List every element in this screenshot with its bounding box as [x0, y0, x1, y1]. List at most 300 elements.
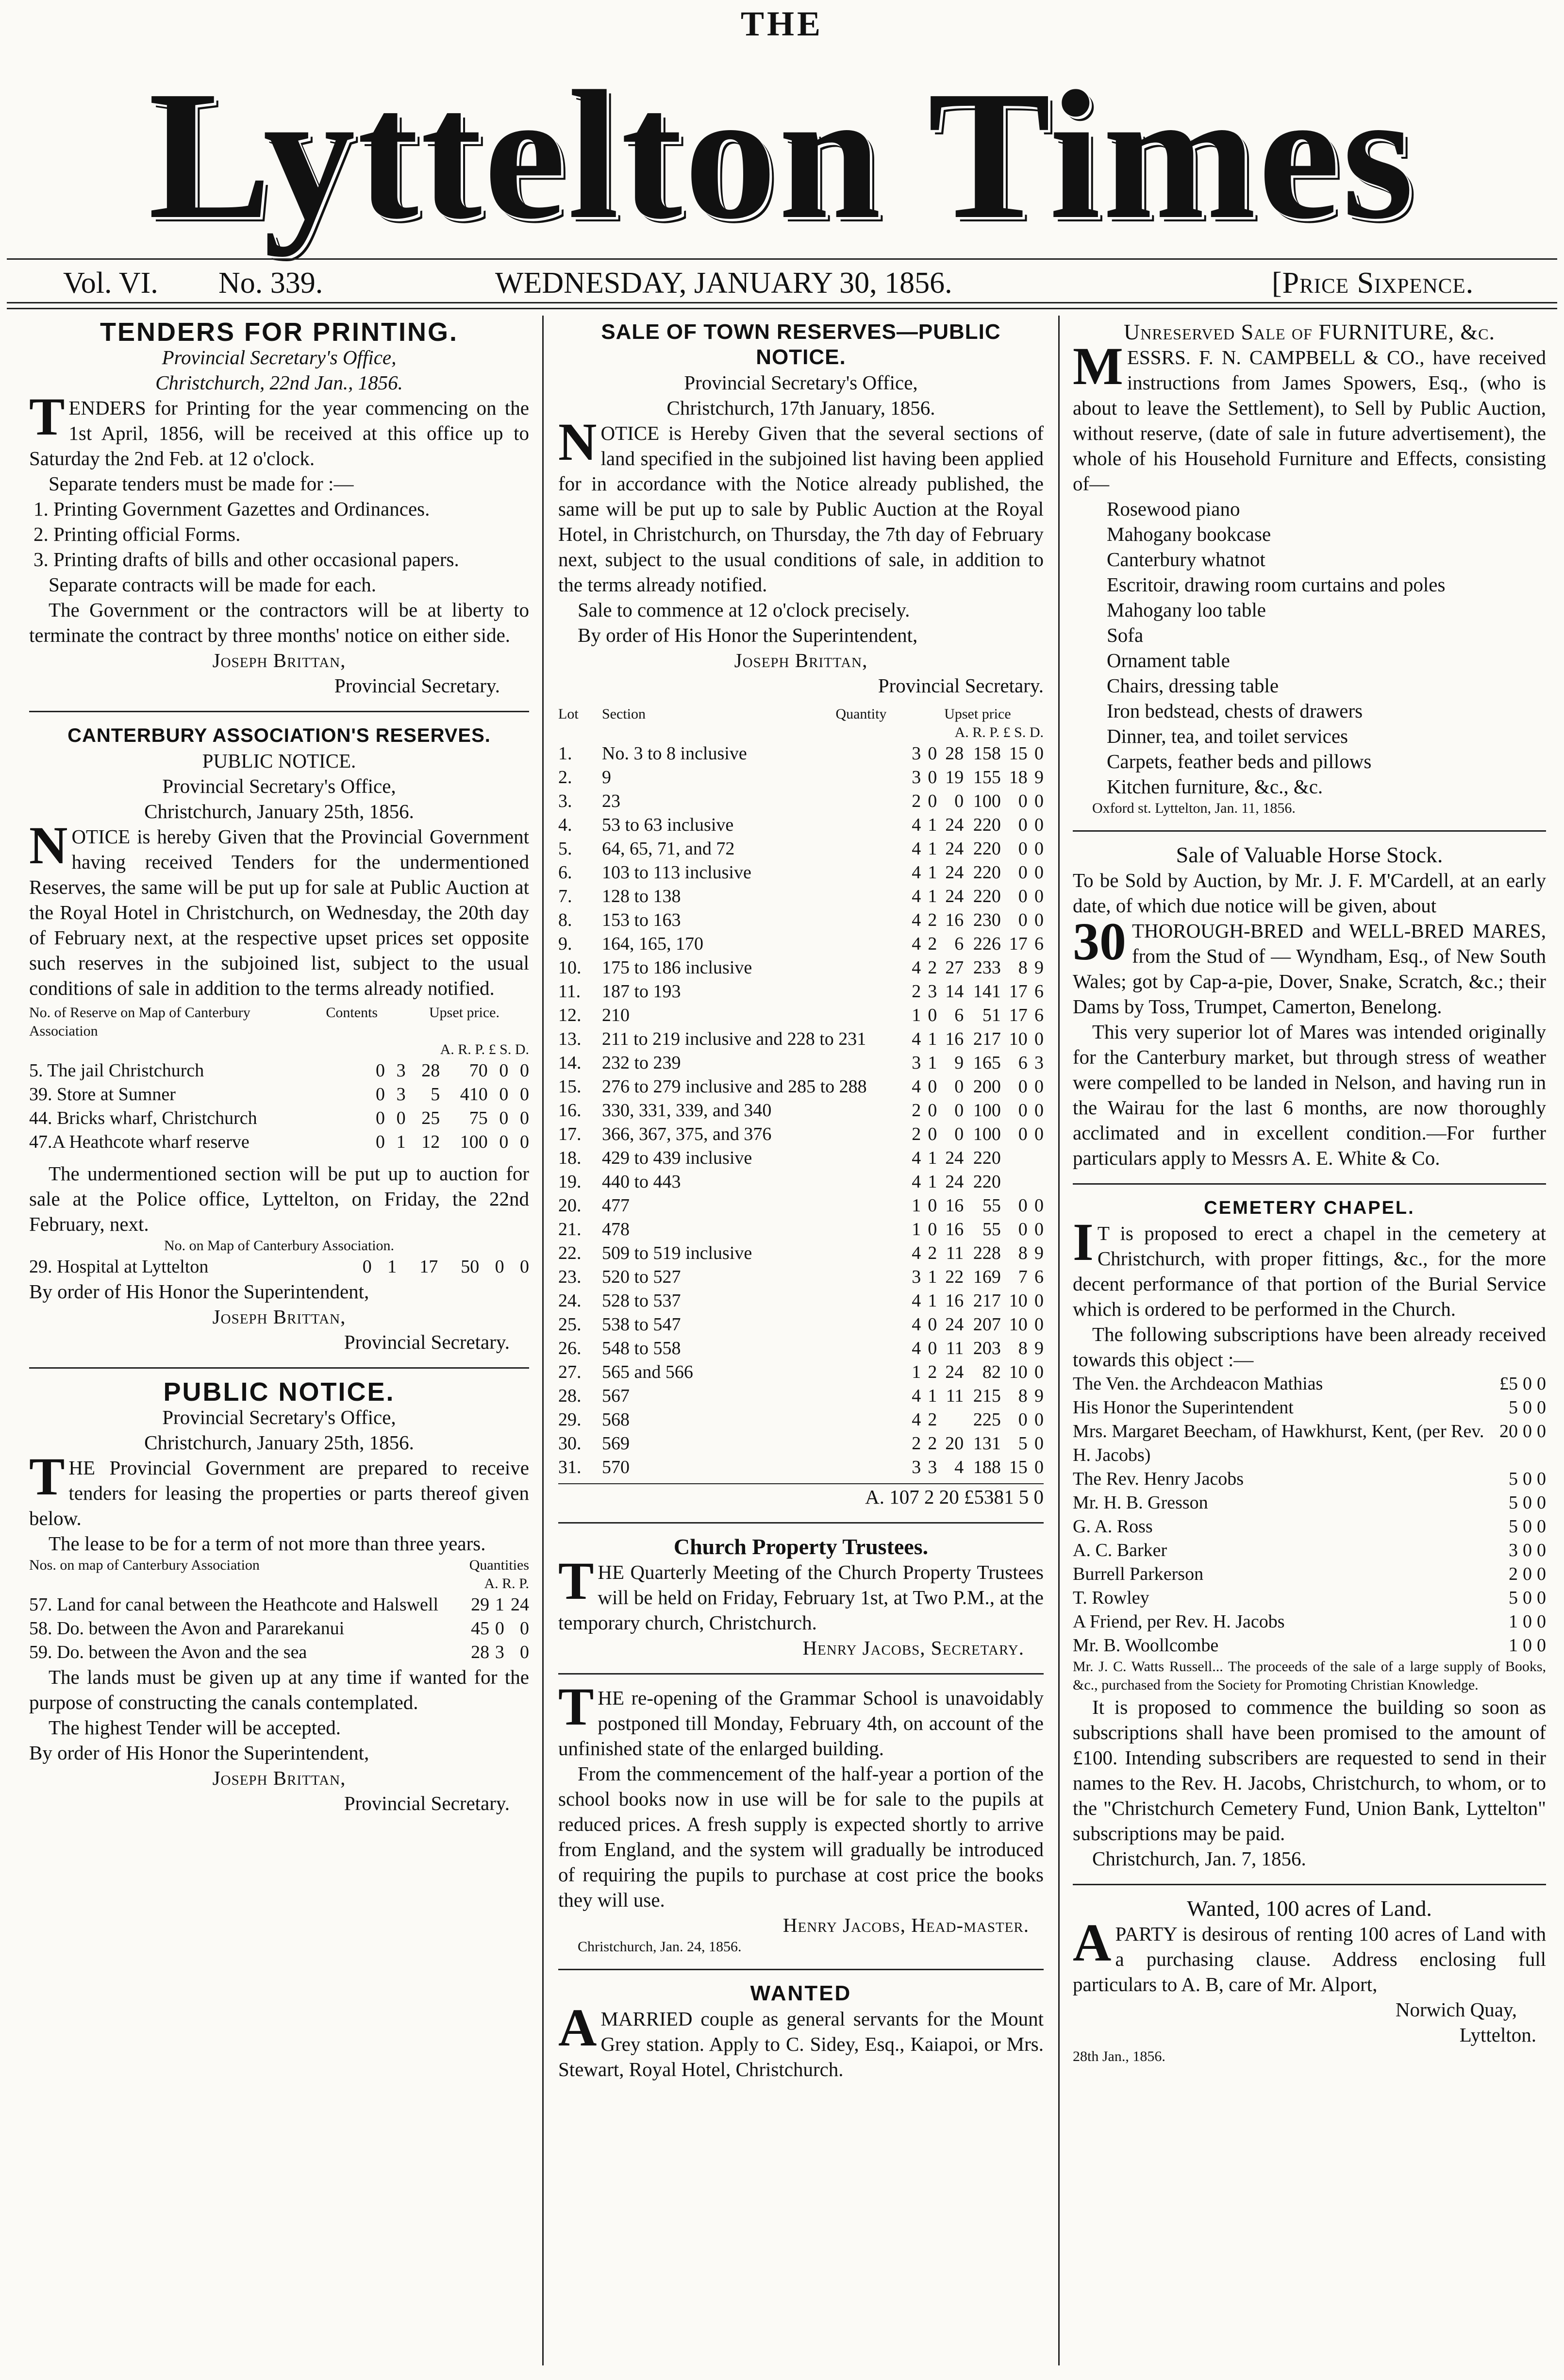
lot-value: 2 — [928, 1362, 937, 1382]
lot-value: 24 — [945, 862, 964, 883]
lot-value: 2 — [912, 1433, 921, 1454]
lot-value: 17 — [1009, 981, 1028, 1002]
table-row — [1073, 1491, 1546, 1515]
masthead-the: THE — [740, 4, 824, 43]
lot-value: 6 — [1034, 1005, 1044, 1025]
subscriber-name: A Friend, per Rev. H. Jacobs — [1073, 1611, 1285, 1632]
church-notice — [558, 1534, 1044, 1660]
reserves-col-header: No. of Reserve on Map of Canterbury Association — [29, 1005, 250, 1039]
lot-value: 0 — [928, 1124, 937, 1144]
lot-value: 28 — [945, 743, 964, 764]
lot-value: 7 — [1018, 1267, 1028, 1287]
subscriber-name: Burrell Parkerson — [1073, 1564, 1204, 1584]
subscription-amount: 5 — [1509, 1516, 1518, 1537]
lot-value: 0 — [1034, 815, 1044, 835]
lot-value: 1 — [912, 1005, 921, 1025]
lot-value: 4 — [912, 1172, 921, 1192]
land-heading: Wanted, 100 acres of Land. — [1187, 1896, 1432, 1921]
tenders-notice — [29, 319, 529, 698]
lot-value: 4 — [912, 1029, 921, 1049]
reserves-rows — [29, 1059, 529, 1154]
subscriber-name: T. Rowley — [1073, 1588, 1149, 1608]
lot-number: 18. — [558, 1148, 582, 1168]
lot-value: 16 — [945, 1029, 964, 1049]
subscription-amount: 0 — [1523, 1374, 1532, 1394]
lot-section: 9 — [602, 767, 611, 788]
lot-value: 3 — [1034, 1053, 1044, 1073]
lot-value: 4 — [912, 815, 921, 835]
wanted-heading: WANTED — [750, 1981, 852, 2005]
lot-section: 211 to 219 inclusive and 228 to 231 — [602, 1029, 866, 1049]
lot-value: 0 — [1018, 910, 1028, 930]
lot-value: 217 — [973, 1291, 1001, 1311]
subscription-amount: 0 — [1523, 1492, 1532, 1513]
lot-value: 0 — [954, 1076, 964, 1097]
lot-section: 210 — [602, 1005, 630, 1025]
column-1 — [29, 319, 529, 1816]
lot-section: 477 — [602, 1195, 630, 1216]
leasing-units: A. R. P. — [484, 1575, 529, 1592]
canterbury-signature: Joseph Brittan, — [212, 1306, 346, 1328]
subscription-amount: 0 — [1523, 1588, 1532, 1608]
tenders-list — [29, 496, 529, 572]
lot-value — [1028, 1170, 1044, 1194]
lot-number: 26. — [558, 1338, 582, 1358]
lot-value: 0 — [928, 1338, 937, 1358]
lot-section: 548 to 558 — [602, 1338, 681, 1358]
table-row — [558, 1218, 1044, 1241]
lot-value: 19 — [945, 767, 964, 788]
table-row: 39. Store at Sumner 0 3 5 410 0 0 — [29, 1084, 529, 1105]
lot-value: 8 — [1018, 957, 1028, 978]
lot-value: 0 — [1018, 1409, 1028, 1430]
lot-value: 3 — [928, 981, 937, 1002]
lot-value: 207 — [973, 1314, 1001, 1335]
lot-value: 0 — [928, 1219, 937, 1240]
lot-value: 6 — [1034, 934, 1044, 954]
table-row: 57. Land for canal between the Heathcote and Halswell 29 1 24 — [29, 1594, 529, 1615]
separator — [1073, 830, 1546, 832]
table-row — [558, 1194, 1044, 1218]
lot-section: 232 to 239 — [602, 1053, 681, 1073]
lot-value: 4 — [912, 1243, 921, 1263]
lot-value: 2 — [928, 910, 937, 930]
table-row — [558, 1337, 1044, 1360]
separator — [558, 1673, 1044, 1675]
lot-section: 164, 165, 170 — [602, 934, 703, 954]
lot-number: 15. — [558, 1076, 582, 1097]
tenders-office: Provincial Secretary's Office, — [162, 346, 397, 369]
lot-value: 2 — [928, 934, 937, 954]
lot-number: 17. — [558, 1124, 582, 1144]
tenders-item: 3. Printing drafts of bills and other occasional papers. — [53, 547, 529, 572]
lot-value: 2 — [928, 1433, 937, 1454]
table-row — [558, 1051, 1044, 1075]
table-row — [1073, 1539, 1546, 1562]
grammar-notice — [558, 1677, 1044, 1956]
canterbury-subheading: PUBLIC NOTICE. — [202, 750, 356, 772]
canterbury-heading: CANTERBURY ASSOCIATION'S RESERVES. — [67, 725, 491, 746]
table-row — [558, 837, 1044, 861]
furniture-item: Canterbury whatnot — [1107, 548, 1265, 570]
sale-notice — [558, 319, 1044, 1509]
table-row — [558, 1289, 1044, 1313]
lot-value: 6 — [954, 1005, 964, 1025]
lot-value: 4 — [912, 1386, 921, 1406]
lot-value: 4 — [912, 862, 921, 883]
furniture-item: Kitchen furniture, &c., &c. — [1107, 775, 1323, 798]
furniture-item: Rosewood piano — [1107, 498, 1240, 520]
subscription-amount: 0 — [1537, 1540, 1546, 1560]
lot-value: 24 — [945, 1362, 964, 1382]
furniture-list — [1073, 496, 1546, 799]
subscription-amount: 0 — [1523, 1421, 1532, 1441]
grammar-p2: From the commencement of the half-year a portion of the school books now in use will be for sale to the pupils at reduced prices. A fresh supply is expected shortly to arrive from England, and the system will gradually be introduced of requiring the pupils to purchase at cost price the books they will use. — [558, 1762, 1044, 1911]
subscription-amount: 0 — [1537, 1516, 1546, 1537]
lot-section: 175 to 186 inclusive — [602, 957, 752, 978]
horse-heading: Sale of Valuable Horse Stock. — [1176, 842, 1443, 867]
table-row: 58. Do. between the Avon and Pararekanui 45 0 0 — [29, 1618, 529, 1639]
sale-p2: Sale to commence at 12 o'clock precisely. — [578, 599, 910, 621]
subscription-amount: 5 — [1509, 1492, 1518, 1513]
lot-value: 24 — [945, 886, 964, 906]
lot-value: 0 — [1034, 1291, 1044, 1311]
lot-number: 29. — [558, 1409, 582, 1430]
canterbury-p2: The undermentioned section will be put up to auction for sale at the Police office, Lyttelton, on Friday, the 22nd February, next. — [29, 1162, 529, 1235]
chapel-p2: The following subscriptions have been already received towards this object :— — [1073, 1323, 1546, 1371]
lot-value: 1 — [928, 1172, 937, 1192]
subscription-amount: 0 — [1537, 1421, 1546, 1441]
lot-value: 9 — [1034, 957, 1044, 978]
reserves-units: A. R. P. £ S. D. — [440, 1041, 529, 1057]
lot-number: 6. — [558, 862, 572, 883]
subscription-amount: 5 — [1509, 1397, 1518, 1418]
lot-value: 220 — [973, 862, 1001, 883]
lot-value: 6 — [1034, 981, 1044, 1002]
lot-value: 0 — [928, 767, 937, 788]
lot-value: 15 — [1009, 743, 1028, 764]
lot-number: 5. — [558, 838, 572, 859]
table-row — [558, 1170, 1044, 1194]
masthead-title: Lyttelton Times — [148, 53, 1416, 257]
price: [Price Sixpence. — [1272, 267, 1474, 300]
land-body: APARTY is desirous of renting 100 acres of Land with a purchasing clause. Address enclosing full particulars to A. B, care of Mr. Alport, — [1073, 1913, 1546, 1995]
sale-office: Provincial Secretary's Office, — [684, 371, 918, 394]
lot-value: 4 — [912, 1076, 921, 1097]
reserves-col-header: Upset price. — [429, 1005, 499, 1021]
canterbury-notice — [29, 723, 529, 1355]
lot-value — [937, 1408, 964, 1432]
lot-value: 220 — [973, 815, 1001, 835]
furniture-item: Dinner, tea, and toilet services — [1107, 725, 1348, 747]
table-row — [558, 1408, 1044, 1432]
lot-value: 24 — [945, 815, 964, 835]
lots-table — [558, 705, 1044, 742]
lot-value: 10 — [1009, 1291, 1028, 1311]
subscriber-name: The Ven. the Archdeacon Mathias — [1073, 1374, 1323, 1394]
lot-section: 568 — [602, 1409, 630, 1430]
lot-number: 30. — [558, 1433, 582, 1454]
lot-value: 11 — [946, 1386, 964, 1406]
subscription-amount: 5 — [1509, 1588, 1518, 1608]
wanted-body: AMARRIED couple as general servants for the Mount Grey station. Apply to C. Sidey, Esq., Kaiapoi, or Mrs. Stewart, Royal Hotel, Christchurch. — [558, 1998, 1044, 2080]
lot-value: 4 — [912, 1338, 921, 1358]
lot-section: 528 to 537 — [602, 1291, 681, 1311]
lot-value: 0 — [928, 1195, 937, 1216]
lot-value: 4 — [912, 886, 921, 906]
lot-value: 0 — [928, 1100, 937, 1121]
lot-value: 0 — [928, 1314, 937, 1335]
lot-number: 13. — [558, 1029, 582, 1049]
furniture-item: Ornament table — [1107, 649, 1230, 671]
lot-number: 9. — [558, 934, 572, 954]
horse-number: 30 — [1073, 912, 1126, 971]
lot-value: 3 — [912, 1053, 921, 1073]
lot-value: 2 — [928, 1243, 937, 1263]
lot-number: 31. — [558, 1457, 582, 1477]
lot-section: 520 to 527 — [602, 1267, 681, 1287]
column-divider-1 — [542, 316, 544, 2365]
lot-value: 220 — [973, 838, 1001, 859]
chapel-last-subscriber: Mr. J. C. Watts Russell... The proceeds of the sale of a large supply of Books, &c., purchased from the Society for Promoting Christian Knowledge. — [1073, 1659, 1546, 1693]
lot-value — [1001, 1170, 1028, 1194]
lot-value: 8 — [1018, 1338, 1028, 1358]
table-row: 59. Do. between the Avon and the sea 28 3 0 — [29, 1642, 529, 1662]
lot-value: 225 — [973, 1409, 1001, 1430]
lot-number: 23. — [558, 1267, 582, 1287]
lots-rows — [558, 742, 1044, 1479]
separator — [558, 1522, 1044, 1524]
sale-body: NOTICE is Hereby Given that the several sections of land specified in the subjoined list having been applied for in accordance with the Notice already published, the same will be put up to sale by Public Auction at the Royal Hotel, in Christchurch, on Thursday, the 7th day of February next, subject to the usual conditions of sale, in addition to the terms already notified. — [558, 412, 1044, 596]
lot-value: 4 — [954, 1457, 964, 1477]
table-row: 5. The jail Christchurch 0 3 28 70 0 0 — [29, 1060, 529, 1081]
subscription-amount: £5 — [1499, 1374, 1518, 1394]
table-row — [1073, 1562, 1546, 1586]
furniture-body: MESSRS. F. N. CAMPBELL & CO., have received instructions from James Spowers, Esq., (who is about to leave the Settlement), to Sell by Public Auction, without reserve, (date of sale in future advertisement), the whole of his Household Furniture and Effects, consisting of— — [1073, 336, 1546, 495]
chapel-notice — [1073, 1195, 1546, 1871]
lot-value: 188 — [973, 1457, 1001, 1477]
lot-value: 55 — [982, 1219, 1001, 1240]
lot-number: 16. — [558, 1100, 582, 1121]
lot-value: 55 — [982, 1195, 1001, 1216]
table-row — [558, 1456, 1044, 1479]
subscription-amount: 0 — [1537, 1469, 1546, 1489]
lot-value: 0 — [954, 1124, 964, 1144]
lot-value: 24 — [945, 1314, 964, 1335]
table-row — [558, 1265, 1044, 1289]
lot-value: 230 — [973, 910, 1001, 930]
subscription-amount: 0 — [1537, 1588, 1546, 1608]
horse-body-wrap — [1073, 912, 1546, 1019]
lot-number: 12. — [558, 1005, 582, 1025]
subscription-amount: 3 — [1509, 1540, 1518, 1560]
lot-section: 429 to 439 inclusive — [602, 1148, 752, 1168]
table-row — [558, 861, 1044, 885]
lot-section: 64, 65, 71, and 72 — [602, 838, 735, 859]
lot-value: 0 — [1034, 1100, 1044, 1121]
lot-value: 226 — [973, 934, 1001, 954]
lot-value: 0 — [1018, 838, 1028, 859]
lot-value: 51 — [982, 1005, 1001, 1025]
public-p2: The lease to be for a term of not more than three years. — [49, 1532, 486, 1555]
subscription-amount: 0 — [1537, 1564, 1546, 1584]
lot-value: 4 — [912, 934, 921, 954]
lot-value: 165 — [973, 1053, 1001, 1073]
horse-body: THOROUGH-BRED and WELL-BRED MARES, from the Stud of — Wyndham, Esq., of New South Wales; got by Cap-a-pie, Dover, Snake, Scratch, &c.; their Dams by Toss, Trumpet, Camerton, Benelong. — [1073, 920, 1546, 1018]
table-row — [1073, 1634, 1546, 1658]
lot-value: 1 — [928, 1267, 937, 1287]
lot-value: 0 — [1018, 1219, 1028, 1240]
lot-value: 3 — [912, 1457, 921, 1477]
lot-section: 538 to 547 — [602, 1314, 681, 1335]
lot-value: 0 — [1018, 1124, 1028, 1144]
lot-number: 21. — [558, 1219, 582, 1240]
lot-value: 100 — [973, 791, 1001, 811]
subscription-amount: 1 — [1509, 1635, 1518, 1656]
lots-total: A. 107 2 20 £5381 5 0 — [558, 1483, 1044, 1509]
subscription-amount: 0 — [1523, 1540, 1532, 1560]
public-place: Christchurch, January 25th, 1856. — [144, 1431, 414, 1454]
lot-value: 18 — [1009, 767, 1028, 788]
lot-value: 0 — [928, 791, 937, 811]
lot-section: 565 and 566 — [602, 1362, 693, 1382]
lot-section: 567 — [602, 1386, 630, 1406]
table-row — [1073, 1420, 1546, 1467]
table-row — [558, 1360, 1044, 1384]
church-heading: Church Property Trustees. — [673, 1534, 929, 1559]
lot-value: 1 — [928, 886, 937, 906]
table-row — [558, 1123, 1044, 1146]
tenders-p2: Separate contracts will be made for each. — [49, 573, 377, 596]
table-row — [558, 932, 1044, 956]
public-signature: Joseph Brittan, — [212, 1767, 346, 1789]
wanted-notice — [558, 1981, 1044, 2082]
lot-value: 0 — [1018, 815, 1028, 835]
subscription-amount: 0 — [1523, 1516, 1532, 1537]
subscription-amount: 0 — [1523, 1469, 1532, 1489]
lots-col-header: Lot — [558, 706, 579, 722]
table-row — [558, 1384, 1044, 1408]
lot-value: 24 — [945, 1172, 964, 1192]
lot-value: 0 — [1034, 1219, 1044, 1240]
lot-section: 103 to 113 inclusive — [602, 862, 751, 883]
lot-value: 2 — [912, 1100, 921, 1121]
table-row — [558, 1004, 1044, 1027]
lot-value: 16 — [945, 1219, 964, 1240]
lot-value: 0 — [1018, 791, 1028, 811]
tenders-intro: Separate tenders must be made for :— — [49, 472, 354, 495]
chapel-p3: It is proposed to commence the building so soon as subscriptions shall have been promised to the amount of £100. Intending subscribers are requested to send in their names to the Rev. H. Jacobs, Christchurch, to whom, or to the "Christchurch Cemetery Fund, Union Bank, Lyttelton" subscriptions may be paid. — [1073, 1696, 1546, 1844]
lot-value: 2 — [912, 1124, 921, 1144]
masthead-rule-top — [7, 258, 1557, 260]
furniture-item: Escritoir, drawing room curtains and poles — [1107, 573, 1446, 596]
lot-value: 5 — [1018, 1433, 1028, 1454]
column-2 — [558, 319, 1044, 2082]
reserves-col-header: Contents — [326, 1005, 378, 1021]
canterbury-place: Christchurch, January 25th, 1856. — [144, 800, 414, 822]
land-address-2: Lyttelton. — [1459, 2024, 1536, 2046]
lot-value: 1 — [928, 1291, 937, 1311]
subscription-amount: 0 — [1537, 1492, 1546, 1513]
lot-value: 0 — [1034, 1076, 1044, 1097]
lot-value: 100 — [973, 1100, 1001, 1121]
table-row — [558, 742, 1044, 766]
lot-section: 53 to 63 inclusive — [602, 815, 734, 835]
subscriber-name: The Rev. Henry Jacobs — [1073, 1469, 1244, 1489]
lot-number: 14. — [558, 1053, 582, 1073]
lot-value: 24 — [945, 838, 964, 859]
furniture-item: Carpets, feather beds and pillows — [1107, 750, 1372, 772]
sale-signature: Joseph Brittan, — [734, 649, 868, 671]
lot-value: 10 — [1009, 1029, 1028, 1049]
lot-value: 0 — [1034, 862, 1044, 883]
lot-value: 6 — [1018, 1053, 1028, 1073]
lot-number: 4. — [558, 815, 572, 835]
table-row — [558, 1241, 1044, 1265]
lot-section: 330, 331, 339, and 340 — [602, 1100, 772, 1121]
lot-value: 158 — [973, 743, 1001, 764]
lot-value: 4 — [912, 1148, 921, 1168]
lot-value: 24 — [945, 1148, 964, 1168]
lot-number: 22. — [558, 1243, 582, 1263]
subscription-amount: 0 — [1523, 1635, 1532, 1656]
lot-number: 11. — [558, 981, 581, 1002]
table-row — [558, 813, 1044, 837]
lot-value: 0 — [1034, 1029, 1044, 1049]
lot-value: 3 — [912, 1267, 921, 1287]
furniture-item: Mahogany bookcase — [1107, 523, 1271, 545]
lot-value: 0 — [1034, 838, 1044, 859]
lot-value: 217 — [973, 1029, 1001, 1049]
lot-section: No. 3 to 8 inclusive — [602, 743, 747, 764]
subscriber-name: Mr. B. Woollcombe — [1073, 1635, 1219, 1656]
lot-section: 440 to 443 — [602, 1172, 681, 1192]
lot-value: 169 — [973, 1267, 1001, 1287]
lot-value: 0 — [1034, 886, 1044, 906]
lot-value: 9 — [1034, 1338, 1044, 1358]
issue-number: No. 339. — [218, 267, 323, 300]
lot-value: 0 — [1034, 1457, 1044, 1477]
furniture-item: Mahogany loo table — [1107, 599, 1266, 621]
lot-value: 1 — [912, 1219, 921, 1240]
lot-value: 1 — [928, 1386, 937, 1406]
table-row — [1073, 1467, 1546, 1491]
lot-section: 509 to 519 inclusive — [602, 1243, 752, 1263]
lot-value: 0 — [1018, 1076, 1028, 1097]
lot-value: 0 — [1018, 1195, 1028, 1216]
lot-value: 220 — [973, 886, 1001, 906]
public-body: THE Provincial Government are prepared to receive tenders for leasing the properties or parts thereof given below. — [29, 1447, 529, 1529]
leasing-table — [29, 1593, 529, 1664]
lot-section: 153 to 163 — [602, 910, 681, 930]
lot-value: 0 — [954, 1100, 964, 1121]
lot-value: 10 — [1009, 1362, 1028, 1382]
lot-section: 23 — [602, 791, 620, 811]
lot-section: 187 to 193 — [602, 981, 681, 1002]
lot-value: 1 — [928, 1148, 937, 1168]
lot-value: 220 — [973, 1148, 1001, 1168]
canterbury-order: By order of His Honor the Superintendent, — [29, 1280, 369, 1303]
table-row — [1073, 1610, 1546, 1634]
subscriber-name: G. A. Ross — [1073, 1516, 1153, 1537]
separator — [29, 711, 529, 712]
public-heading: PUBLIC NOTICE. — [163, 1377, 395, 1407]
lot-value: 1 — [928, 862, 937, 883]
lot-value: 22 — [945, 1267, 964, 1287]
lot-section: 478 — [602, 1219, 630, 1240]
lot-number: 24. — [558, 1291, 582, 1311]
lot-value: 2 — [912, 791, 921, 811]
